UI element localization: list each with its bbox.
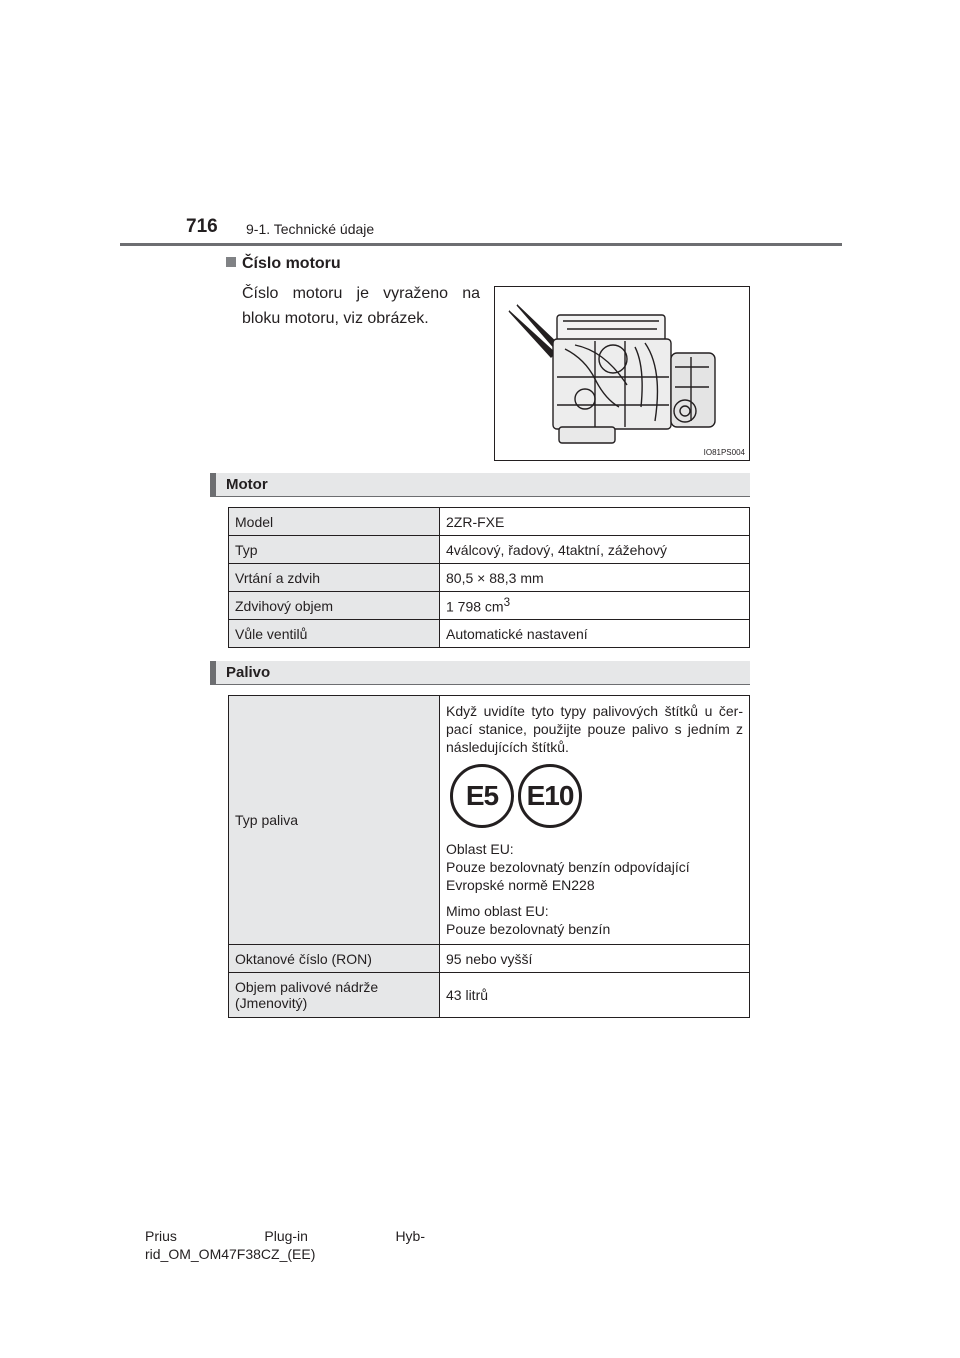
table-row xyxy=(229,945,750,973)
engine-number-text-line1: Číslo motoru je vyraženo na xyxy=(242,285,480,302)
fuel-section-band xyxy=(210,661,750,685)
footer xyxy=(145,1227,425,1263)
displacement-value: 1 798 cm xyxy=(446,598,504,615)
fuel-labels xyxy=(450,764,743,828)
table-key: Vůle ventilů xyxy=(229,620,440,648)
table-row xyxy=(229,564,750,592)
tank-key-line1: Objem palivové nádrže xyxy=(235,979,379,995)
engine-number-text xyxy=(242,281,480,331)
non-eu-title: Mimo oblast EU: xyxy=(446,903,549,919)
table-row xyxy=(229,536,750,564)
non-eu-requirement xyxy=(446,902,743,938)
fuel-label-e5-icon: E5 xyxy=(450,764,514,828)
engine-figure xyxy=(494,286,750,461)
footer-row xyxy=(145,1227,425,1245)
table-value: 80,5 × 88,3 mm xyxy=(440,564,750,592)
section-title: 9-1. Technické údaje xyxy=(246,221,375,237)
table-value: 2ZR-FXE xyxy=(440,508,750,536)
eu-title: Oblast EU: xyxy=(446,841,514,857)
table-row xyxy=(229,592,750,620)
table-key xyxy=(229,973,440,1018)
fuel-type-description xyxy=(440,696,750,945)
fuel-table xyxy=(228,695,750,1018)
table-key: Typ paliva xyxy=(229,696,440,945)
non-eu-line: Pouze bezolovnatý benzín xyxy=(446,921,611,937)
displacement-unit-exponent: 3 xyxy=(503,596,511,610)
table-row xyxy=(229,973,750,1018)
table-key: Vrtání a zdvih xyxy=(229,564,440,592)
engine-number-heading-text: Číslo motoru xyxy=(242,255,341,272)
fuel-label-e10-icon: E10 xyxy=(518,764,582,828)
footer-line2: rid_OM_OM47F38CZ_(EE) xyxy=(145,1246,316,1262)
eu-line1: Pouze bezolovnatý benzín odpovídající xyxy=(446,859,690,875)
table-key: Model xyxy=(229,508,440,536)
engine-illustration xyxy=(495,287,749,460)
eu-requirement xyxy=(446,840,743,894)
table-value xyxy=(440,592,750,620)
table-row xyxy=(229,508,750,536)
table-key: Oktanové číslo (RON) xyxy=(229,945,440,973)
motor-section-title: Motor xyxy=(226,476,268,493)
table-row xyxy=(229,620,750,648)
page-number: 716 xyxy=(186,216,218,237)
table-value: Automatické nastavení xyxy=(440,620,750,648)
fuel-section-title: Palivo xyxy=(226,664,271,681)
table-value: 95 nebo vyšší xyxy=(440,945,750,973)
header-rule xyxy=(120,243,842,246)
table-row xyxy=(229,696,750,945)
engine-number-heading xyxy=(226,255,341,273)
tank-key-line2: (Jmenovitý) xyxy=(235,995,308,1011)
eu-line2: Evropské normě EN228 xyxy=(446,877,595,893)
square-bullet-icon xyxy=(226,257,236,267)
engine-number-text-line2: bloku motoru, viz obrázek. xyxy=(242,310,429,327)
fuel-type-intro: Když uvidíte tyto typy palivových štítků u čer-pací stanice, použijte pouze palivo s jedním z následujících štítků. xyxy=(446,703,743,755)
table-key: Zdvihový objem xyxy=(229,592,440,620)
footer-col1: Prius xyxy=(145,1228,177,1244)
table-value: 4válcový, řadový, 4taktní, zážehový xyxy=(440,536,750,564)
footer-col3: Hyb- xyxy=(395,1228,425,1244)
table-key: Typ xyxy=(229,536,440,564)
figure-code: IO81PS004 xyxy=(703,448,745,457)
footer-col2: Plug-in xyxy=(264,1228,308,1244)
table-value: 43 litrů xyxy=(440,973,750,1018)
motor-section-band xyxy=(210,473,750,497)
motor-table xyxy=(228,507,750,648)
